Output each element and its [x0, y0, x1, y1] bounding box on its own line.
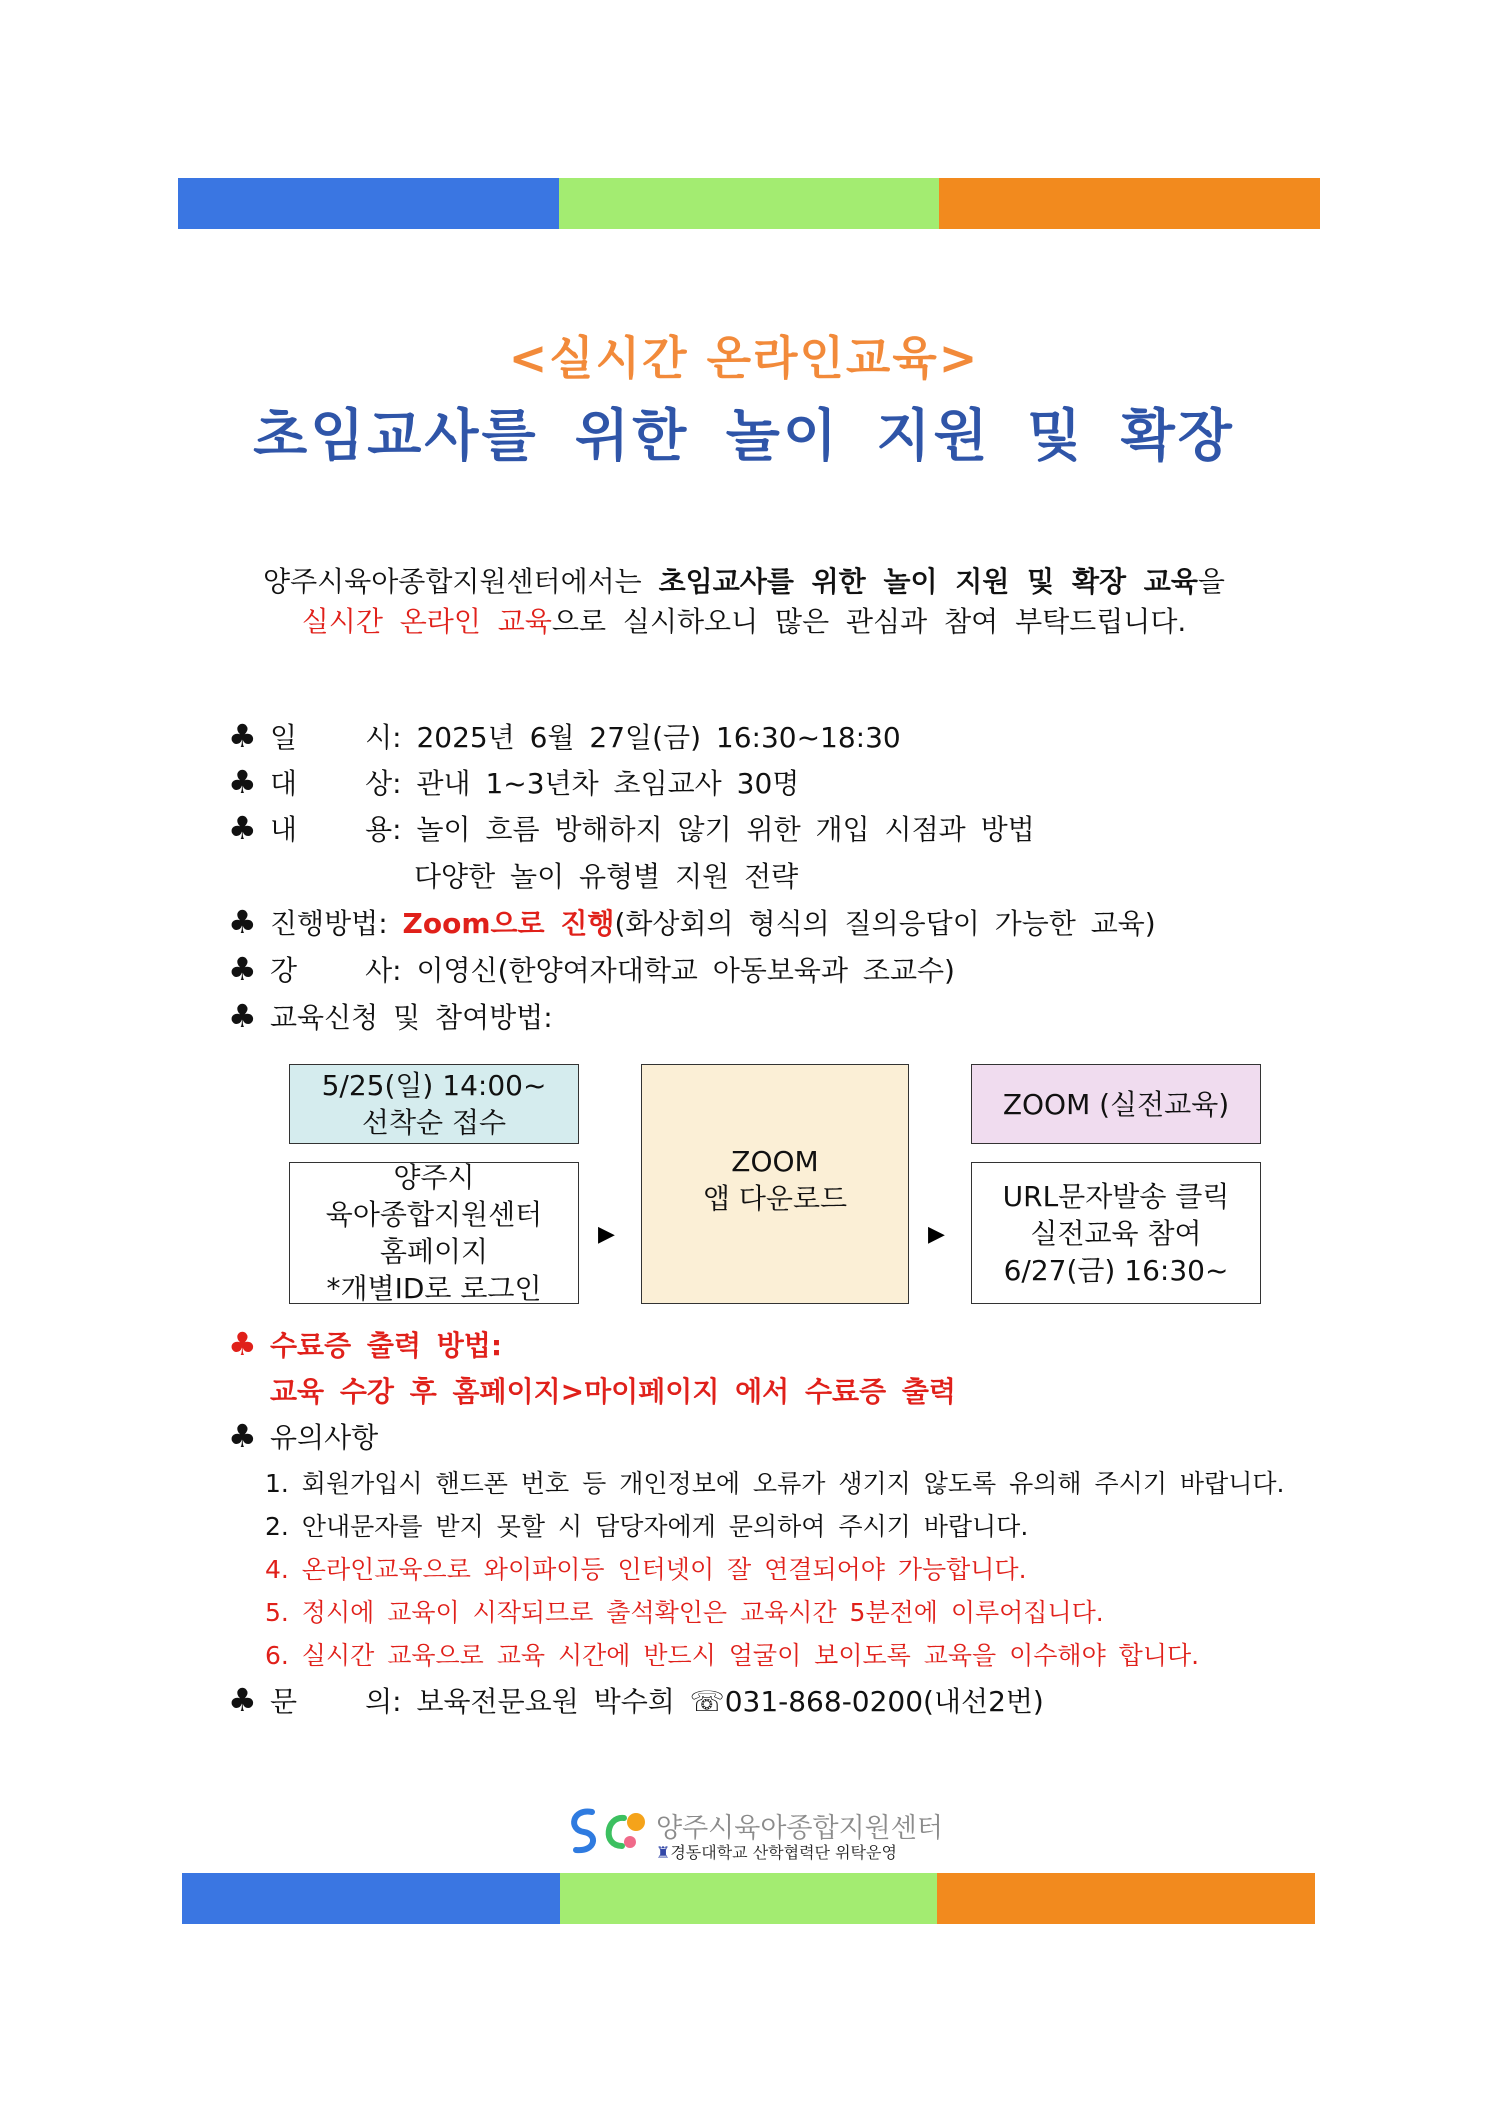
intro-course-name: 초임교사를 위한 놀이 지원 및 확장 교육 [658, 565, 1198, 598]
notice-item: 2. 안내문자를 받지 못할 시 담당자에게 문의하여 주시기 바랍니다. [265, 1512, 1029, 1541]
flow-homepage-box: 양주시 육아종합지원센터 홈페이지 *개별ID로 로그인 [289, 1162, 579, 1304]
flow-url-box: URL문자발송 클릭 실전교육 참여 6/27(금) 16:30~ [971, 1162, 1261, 1304]
date-value: 2025년 6월 27일(금) 16:30~18:30 [416, 721, 901, 754]
club-icon: ♣ [228, 763, 257, 801]
footer-org-name: 양주시육아종합지원센터 [656, 1813, 943, 1844]
club-icon: ♣ [228, 1681, 257, 1719]
certificate-value: 교육 수강 후 홈페이지>마이페이지 에서 수료증 출력 [270, 1375, 956, 1408]
club-icon: ♣ [228, 903, 257, 941]
content-value-2: 다양한 놀이 유형별 지원 전략 [414, 860, 799, 893]
top-color-bar [178, 178, 1320, 229]
club-icon: ♣ [228, 997, 257, 1035]
bar-segment-green [559, 178, 940, 229]
notice-item: 5. 정시에 교육이 시작되므로 출석확인은 교육시간 5분전에 이루어집니다. [265, 1598, 1104, 1627]
intro-line-1 [0, 560, 1488, 600]
subtitle: <실시간 온라인교육> [508, 331, 980, 385]
intro-text: 양주시육아종합지원센터에서는 [263, 565, 659, 598]
intro-highlight: 실시간 온라인 교육 [301, 605, 552, 638]
page-title: 초임교사를 위한 놀이 지원 및 확장 [253, 404, 1235, 469]
lecturer-value: 이영신(한양여자대학교 아동보육과 조교수) [416, 954, 955, 987]
bar-segment-blue [182, 1873, 560, 1924]
method-value: (화상회의 형식의 질의응답이 가능한 교육) [614, 907, 1156, 940]
notice-label: ♣ 유의사항 [228, 1417, 379, 1455]
center-logo [562, 1800, 652, 1860]
club-icon: ♣ [228, 1417, 257, 1455]
flow-zoom-app-box: ZOOM 앱 다운로드 [641, 1064, 909, 1304]
certificate-label: ♣ 수료증 출력 방법: [228, 1325, 503, 1363]
detail-contact: ♣ 문 의: 보육전문요원 박수희 ☏031-868-0200(내선2번) [228, 1681, 1044, 1719]
club-icon: ♣ [228, 809, 257, 847]
notice-item: 4. 온라인교육으로 와이파이등 인터넷이 잘 연결되어야 가능합니다. [265, 1555, 1027, 1584]
intro-text: 을 [1197, 565, 1225, 598]
detail-apply: ♣ 교육신청 및 참여방법: [228, 997, 553, 1035]
contact-value: 보육전문요원 박수희 ☏031-868-0200(내선2번) [416, 1685, 1044, 1718]
intro-line-2 [0, 600, 1488, 640]
intro-text: 으로 실시하오니 많은 관심과 참여 부탁드립니다. [551, 605, 1187, 638]
detail-content-2 [414, 855, 798, 895]
club-icon: ♣ [228, 717, 257, 755]
notice-item: 6. 실시간 교육으로 교육 시간에 반드시 얼굴이 보이도록 교육을 이수해야 합니다. [265, 1641, 1200, 1670]
emblem-icon: ♜ [656, 1843, 671, 1862]
club-icon: ♣ [228, 1325, 257, 1363]
club-icon: ♣ [228, 950, 257, 988]
arrow-right-icon: ▶ [928, 1222, 945, 1247]
detail-lecturer: ♣ 강 사: 이영신(한양여자대학교 아동보육과 조교수) [228, 950, 955, 988]
detail-date: ♣ 일 시: 2025년 6월 27일(금) 16:30~18:30 [228, 717, 901, 755]
bar-segment-blue [178, 178, 559, 229]
bar-segment-orange [937, 1873, 1315, 1924]
arrow-right-icon: ▶ [598, 1222, 615, 1247]
bottom-color-bar [182, 1873, 1315, 1924]
detail-target: ♣ 대 상: 관내 1~3년차 초임교사 30명 [228, 763, 800, 801]
method-highlight: Zoom으로 진행 [402, 907, 615, 940]
bar-segment-green [560, 1873, 938, 1924]
footer-org-sub: ♜경동대학교 산학협력단 위탁운영 [656, 1843, 897, 1862]
bar-segment-orange [939, 178, 1320, 229]
flow-zoom-box: ZOOM (실전교육) [971, 1064, 1261, 1144]
flow-date-box: 5/25(일) 14:00~ 선착순 접수 [289, 1064, 579, 1144]
content-value-1: 놀이 흐름 방해하지 않기 위한 개입 시점과 방법 [416, 813, 1035, 846]
target-value: 관내 1~3년차 초임교사 30명 [416, 767, 800, 800]
notice-item: 1. 회원가입시 핸드폰 번호 등 개인정보에 오류가 생기지 않도록 유의해 주시기 바랍니다. [265, 1469, 1285, 1498]
detail-content: ♣ 내 용: 놀이 흐름 방해하지 않기 위한 개입 시점과 방법 [228, 809, 1035, 847]
detail-method: ♣ 진행방법: Zoom으로 진행(화상회의 형식의 질의응답이 가능한 교육) [228, 903, 1156, 941]
